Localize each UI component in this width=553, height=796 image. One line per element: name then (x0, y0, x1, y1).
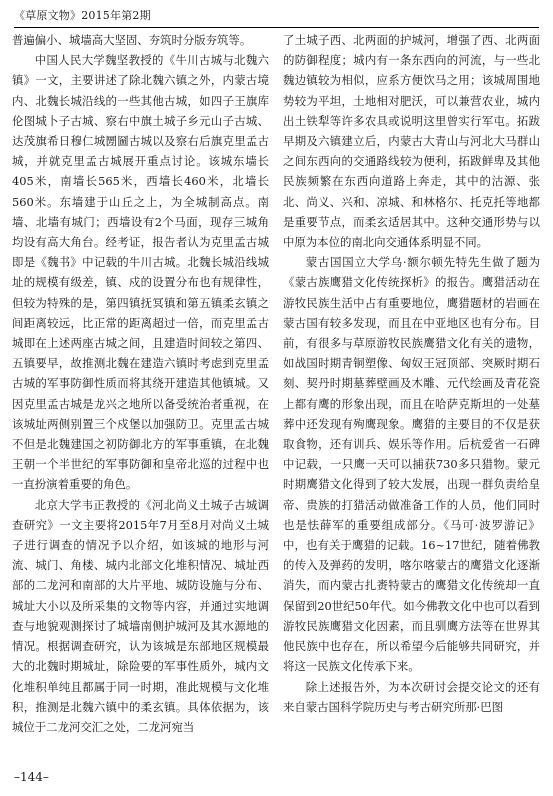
right-column (283, 30, 540, 760)
paragraph-falconry-report: 蒙古国国立大学乌·额尔顿先特先生做了题为《蒙古族鹰猎文化传统探析》的报告。鹰猎活动在游牧民族生活中占有重要地位，鹰猎题材的岩画在蒙古国有较多发现，而且在中亚地区也有分布。目前，有很多与草原游牧民族鹰猎文化有关的遗物，如战国时期青铜塑像、匈奴王冠顶部、突厥时期石刻、契丹时期墓葬壁画及木雕、元代绘画及青花瓷上都有鹰的形象出现，而且在哈萨克斯坦的一处墓葬中还发现有殉鹰现象。鹰猎的主要目的不仅是获取食物，还有训兵、娱乐等作用。后杭爱省一石碑中记载，一只鹰一天可以捕获730多只猎物。蒙元时期鹰猎文化得到了较大发展，出现一群负责给皇帝、贵族的打猎活动做准备工作的人员，他们同时也是怯薛军的重要组成部分。《马可·波罗游记》中，也有关于鹰猎的记载。16~17世纪，随着佛教的传入及弹药的发明，喀尔喀蒙古的鹰猎文化逐渐消失，而内蒙古扎赉特蒙古的鹰猎文化传统却一直保留到20世纪50年代。如今佛教文化中也可以看到游牧民族鹰猎文化因素，而且驯鹰方法等在世界其他民族中也存在，所以希望今后能够共同研究，并将这一民族文化传承下来。 (283, 255, 540, 674)
paragraph-wei-zheng-report: 北京大学韦正教授的《河北尚义土城子古城调查研究》一文主要将2015年7月至8月对尚义土城子进行调查的情况予以介绍，如该城的地形与河流、城门、角楼、城内北部文化堆积情况、城址西部的二龙河和南部的大片平地、城防设施与分布、城址大小以及所采集的文物等内容，并通过实地调查与地貌观测探讨了城墙南侧护城河及其水源地的情况。根据调查研究，认为该城是东部地区规模最大的北魏时期城址，除险要的军事性质外，城内文化堆积单纯且都属于同一时期，准此规模与文化堆积，推测是北魏六镇中的柔玄镇。具体依据为，该城位于二龙河交汇之处，二龙河宛当 (12, 497, 269, 734)
header-divider (14, 27, 539, 28)
left-column (12, 30, 269, 760)
journal-title: 《草原文物》2015年第2期 (14, 9, 151, 22)
page-number: –144– (14, 770, 49, 784)
paragraph-continuation: 普遍偏小、城墙高大坚固、夯筑时分版夯筑等。 (12, 33, 252, 47)
paragraph-other-papers: 除上述报告外，为本次研讨会提交论文的还有来自蒙古国科学院历史与考古研究所那·巴图 (283, 679, 540, 714)
running-header (14, 5, 539, 27)
paragraph-continuation: 了土城子西、北两面的护城河，增强了西、北两面的防御程度；城内有一条东西向的河流，与一些北魏边镇较为相似，应系方便饮马之用；该城周围地势较为平坦，土地相对肥沃，可以兼营农业，城内出土铁犁等许多农具或说明这里曾实行军屯。拓跋早期及六镇建立后，内蒙古大青山与河北大马群山之间东西向的交通路线较为便利，拓跋鲜卑及其他民族频繁在东西向道路上奔走，其中的沽源、张北、尚义、兴和、凉城、和林格尔、托克托等地都是重要节点，而柔玄适居其中。这种交通形势与以中原为本位的南北向交通体系明显不同。 (283, 33, 540, 250)
paragraph-wei-jian-report: 中国人民大学魏坚教授的《牛川古城与北魏六镇》一文，主要讲述了除北魏六镇之外，内蒙古境内、北魏长城沿线的一些其他古城，如四子王旗库伦图城卜子古城、察右中旗土城子乡元山子古城、达茂旗希日穆仁城圐圙古城以及察右后旗克里孟古城，并就克里孟古城展开重点讨论。该城东墙长405米，南墙长565米，西墙长460米，北墙长560米。东墙建于山丘之上，为全城制高点。南墙、北墙有城门；西墙设有2个马面，现存三城角均设有高大角台。经考证，报告者认为克里孟古城即是《魏书》中记载的牛川古城。北魏长城沿线城址的规模有级差，镇、戍的设置分布也有规律性，但较为特殊的是，第四镇抚冥镇和第五镇柔玄镇之间距离较远，比正常的距离超过一倍，而克里孟古城即在上述两座古城之间，且建造时间较之第四、五镇要早，故推测北魏在建造六镇时考虑到克里孟古城的军事防御性质而将其绕开建造其他镇城。又因克里孟古城是龙兴之地所以备受统治者重视，在该城址两侧别置三个戍堡以加强防卫。克里孟古城不但是北魏建国之初防御北方的军事重镇，在北魏王朝一个半世纪的军事防御和皇帝北巡的过程中也一直扮演着重要的角色。 (12, 53, 269, 492)
